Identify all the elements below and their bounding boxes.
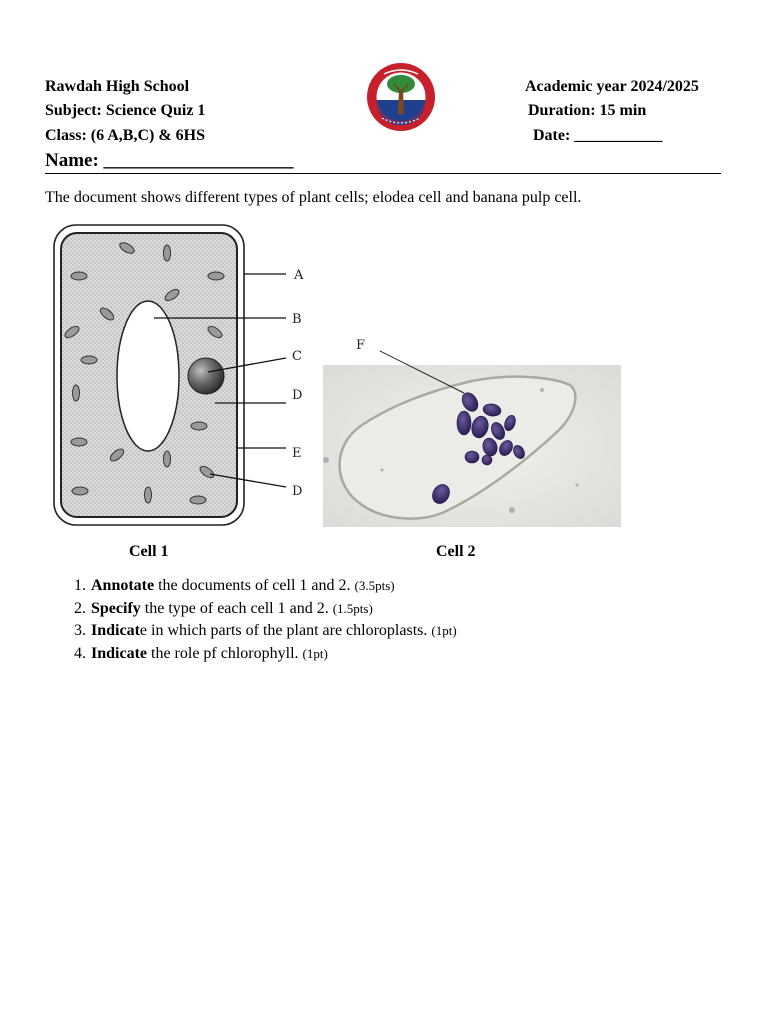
cell1-label-e: E xyxy=(292,446,302,461)
question-points: (1pt) xyxy=(302,645,328,661)
cell1-label-b: B xyxy=(292,312,302,327)
question-points: (1pt) xyxy=(431,623,457,638)
question-verb: Indicat xyxy=(91,622,140,639)
cell2-label-f: F xyxy=(356,338,366,353)
class-line: Class: (6 A,B,C) & 6HS xyxy=(45,127,206,144)
cell1-label-d: D xyxy=(292,388,303,403)
question-text: the role pf chlorophyll. xyxy=(147,644,299,662)
question-list xyxy=(45,575,730,665)
cell1-caption: Cell 1 xyxy=(129,543,169,560)
question-verb: Specify xyxy=(91,599,141,617)
question-points: (3.5pts) xyxy=(354,578,395,593)
question-verb: Annotate xyxy=(91,577,155,594)
school-logo xyxy=(366,62,436,132)
cell1-diagram xyxy=(50,222,320,532)
school-name: Rawdah High School xyxy=(45,78,190,95)
question-item xyxy=(90,643,730,666)
question-points: (1.5pts) xyxy=(332,600,373,616)
cell1-label-c: C xyxy=(292,349,302,364)
question-item xyxy=(90,598,730,621)
subject-line: Subject: Science Quiz 1 xyxy=(45,102,206,119)
student-name-line: Name: ____________________ xyxy=(45,150,294,171)
cell1-label-d2: D xyxy=(292,484,303,499)
question-text: the type of each cell 1 and 2. xyxy=(140,599,329,617)
question-text: e in which parts of the plant are chloroplasts. xyxy=(139,622,428,639)
question-item xyxy=(90,575,730,598)
question-verb: Indicate xyxy=(91,644,147,662)
date-line: Date: ___________ xyxy=(533,127,663,144)
academic-year: Academic year 2024/2025 xyxy=(525,78,699,95)
question-item xyxy=(90,620,730,643)
cell2-micrograph xyxy=(322,335,622,530)
header-divider xyxy=(45,173,721,174)
intro-text: The document shows different types of plant cells; elodea cell and banana pulp cell. xyxy=(45,189,582,206)
cell2-caption: Cell 2 xyxy=(436,543,476,560)
cell1-label-a: A xyxy=(294,268,304,283)
duration-line: Duration: 15 min xyxy=(528,102,647,119)
question-text: the documents of cell 1 and 2. xyxy=(154,577,351,594)
